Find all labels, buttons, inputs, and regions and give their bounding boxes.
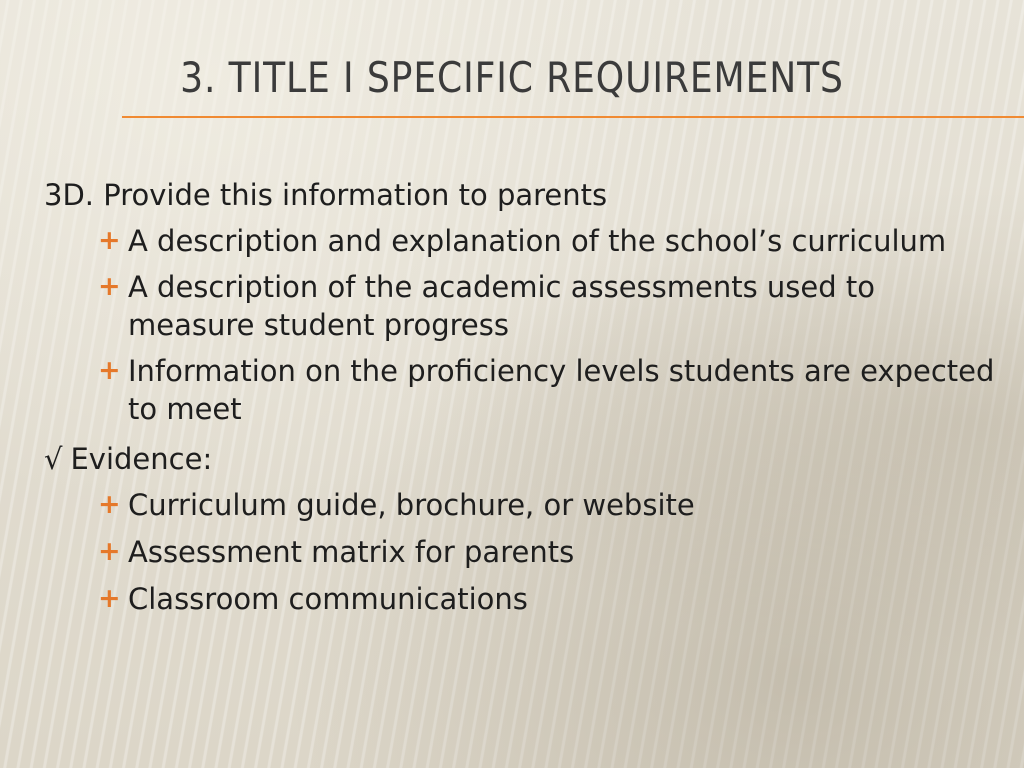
bullet-item — [44, 268, 1004, 344]
plus-bullet-icon: + — [98, 225, 121, 256]
bullet-item — [44, 533, 1004, 571]
bullet-text: A description of the academic assessments used to measure student progress — [128, 270, 875, 342]
bullet-text: Assessment matrix for parents — [128, 535, 575, 569]
bullet-text: A description and explanation of the school’s curriculum — [128, 224, 947, 258]
plus-bullet-icon: + — [98, 583, 121, 614]
bullet-text: Classroom communications — [128, 582, 528, 616]
checkmark-icon: √ — [44, 442, 63, 476]
plus-bullet-icon: + — [98, 536, 121, 567]
plus-bullet-icon: + — [98, 355, 121, 386]
bullet-text: Curriculum guide, brochure, or website — [128, 488, 695, 522]
plus-bullet-icon: + — [98, 489, 121, 520]
section-heading-evidence — [44, 436, 1004, 482]
bullet-item — [44, 486, 1004, 524]
bullet-item — [44, 222, 1004, 260]
section-heading-text: Evidence: — [70, 442, 213, 476]
section-heading-provide-info — [44, 172, 1004, 218]
section-heading-text: 3D. Provide this information to parents — [44, 178, 608, 212]
slide-body — [44, 172, 1004, 627]
bullet-item — [44, 352, 1004, 428]
title-underline — [122, 116, 1024, 118]
bullet-item — [44, 580, 1004, 618]
bullet-text: Information on the proficiency levels students are expected to meet — [128, 354, 995, 426]
slide-title: 3. TITLE I SPECIFIC REQUIREMENTS — [180, 53, 844, 102]
plus-bullet-icon: + — [98, 271, 121, 302]
